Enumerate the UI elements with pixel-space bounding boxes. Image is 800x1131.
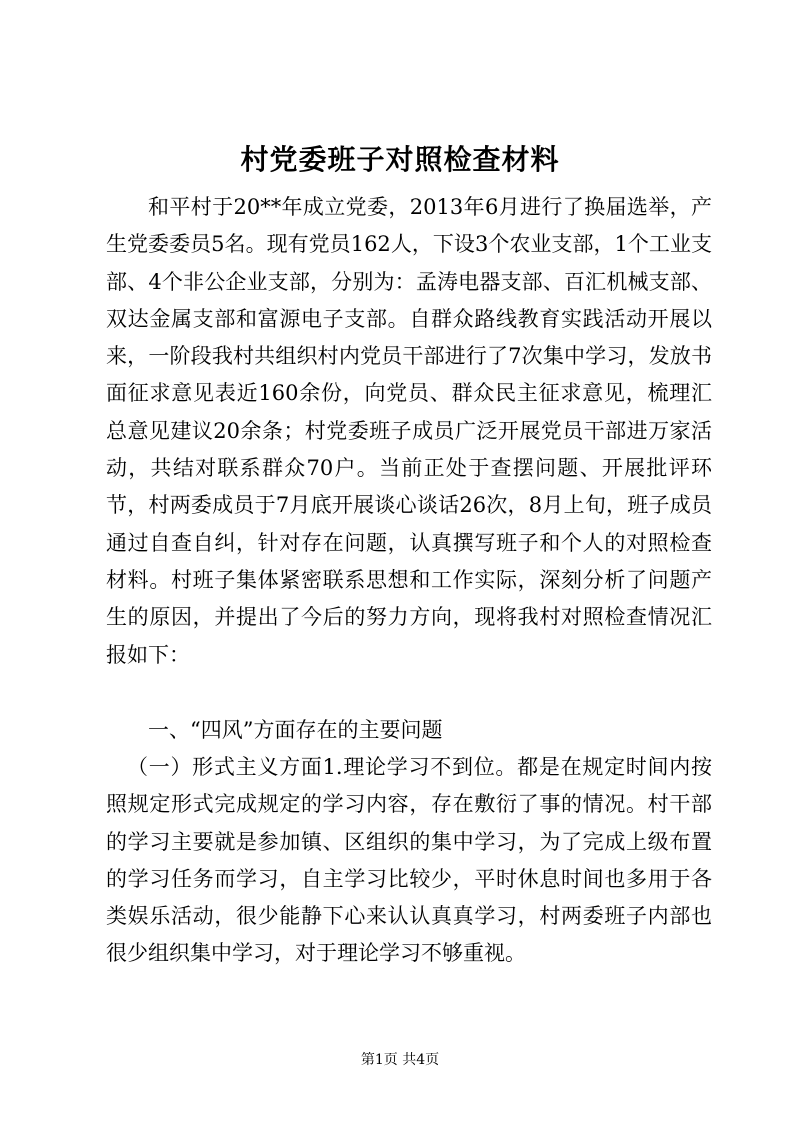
section-heading: 一、“四风”方面存在的主要问题 [148,718,443,742]
paragraph-formalism: （一）形式主义方面1.理论学习不到位。都是在规定时间内按照规定形式完成规定的学习内容，存在敷衍了事的情况。村干部的学习主要就是参加镇、区组织的集中学习，为了完成上级布置的学习任务而学习，自主学习比较少，平时休息时间也多用于各类娱乐活动，很少能静下心来认认真真学习，村两委班子内部也很少组织集中学习，对于理论学习不够重视。 [106,755,712,966]
page-footer: 第1页 共4页 [360,1052,440,1068]
document-title: 村党委班子对照检查材料 [240,143,560,176]
paragraph-intro: 和平村于20**年成立党委，2013年6月进行了换届选举，产生党委委员5名。现有党员162人，下设3个农业支部，1个工业支部、4个非公企业支部，分别为：孟涛电器支部、百汇机械支部、双达金属支部和富源电子支部。自群众路线教育实践活动开展以来，一阶段我村共组织村内党员干部进行了7次集中学习，发放书面征求意见表近160余份，向党员、群众民主征求意见，梳理汇总意见建议20余条；村党委班子成员广泛开展党员干部进万家活动，共结对联系群众70户。当前正处于查摆问题、开展批评环节，村两委成员于7月底开展谈心谈话26次，8月上旬，班子成员通过自查自纠，针对存在问题，认真撰写班子和个人的对照检查材料。村班子集体紧密联系思想和工作实际，深刻分析了问题产生的原因，并提出了今后的努力方向，现将我村对照检查情况汇报如下： [106,195,712,667]
